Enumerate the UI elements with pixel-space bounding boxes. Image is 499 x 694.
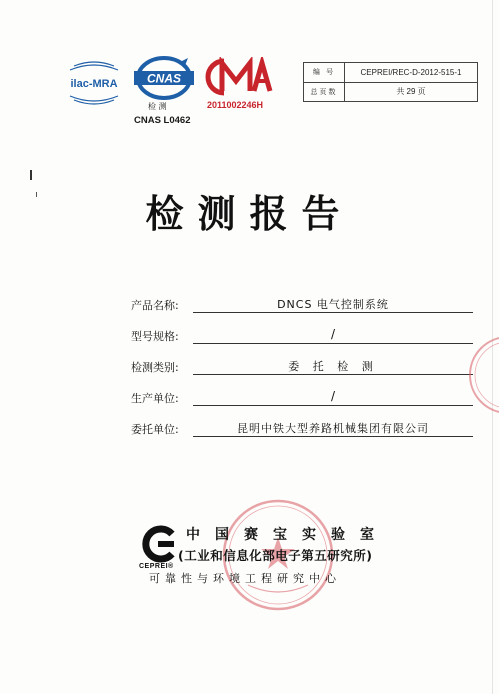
field-label: 检测类别: [131, 361, 179, 374]
field-label: 型号规格: [131, 330, 179, 343]
field-underline [193, 405, 473, 406]
cnas-caption: 检 测 [148, 102, 167, 111]
lab-name: 中国赛宝实验室 [186, 527, 389, 543]
ilac-mra-logo [62, 60, 126, 106]
field-value: DNCS 电气控制系统 [277, 298, 389, 311]
field-underline [193, 374, 473, 375]
cnas-logo-text: CNAS [146, 71, 182, 86]
cma-logo-text: CMA [202, 57, 205, 58]
table-row [304, 63, 478, 83]
table-row [304, 82, 478, 102]
ilac-logo-text: ilac-MRA [70, 78, 118, 90]
field-underline [193, 312, 473, 313]
scan-mark [30, 170, 32, 180]
ceprei-logo-text: CEPREI® [139, 563, 174, 570]
field-value: 委 托 检 测 [288, 360, 378, 373]
cnas-code: CNAS L0462 [134, 115, 191, 126]
ceprei-logo [140, 524, 180, 564]
field-label: 委托单位: [131, 423, 179, 436]
page-title: 检测报告 [145, 192, 354, 236]
report-info-table [303, 62, 478, 102]
field-value: / [330, 389, 336, 403]
field-underline [193, 436, 473, 437]
field-label: 生产单位: [131, 392, 179, 405]
field-value: 昆明中铁大型养路机械集团有限公司 [237, 422, 429, 435]
cnas-logo [128, 54, 200, 124]
total-pages-value: 共 29 页 [345, 82, 478, 102]
cma-number: 2011002246H [207, 100, 264, 110]
edge-seal-stamp [468, 330, 499, 420]
field-label: 产品名称: [131, 299, 179, 312]
report-number-value: CEPREI/REC-D-2012-515-1 [345, 63, 478, 83]
center-name: 可靠性与环境工程研究中心 [149, 572, 341, 585]
report-number-label: 编 号 [304, 63, 345, 83]
field-underline [193, 343, 473, 344]
cma-logo [202, 57, 274, 97]
total-pages-label: 总页数 [304, 82, 345, 102]
institute-name: (工业和信息化部电子第五研究所) [178, 548, 373, 563]
field-value: / [330, 327, 336, 341]
